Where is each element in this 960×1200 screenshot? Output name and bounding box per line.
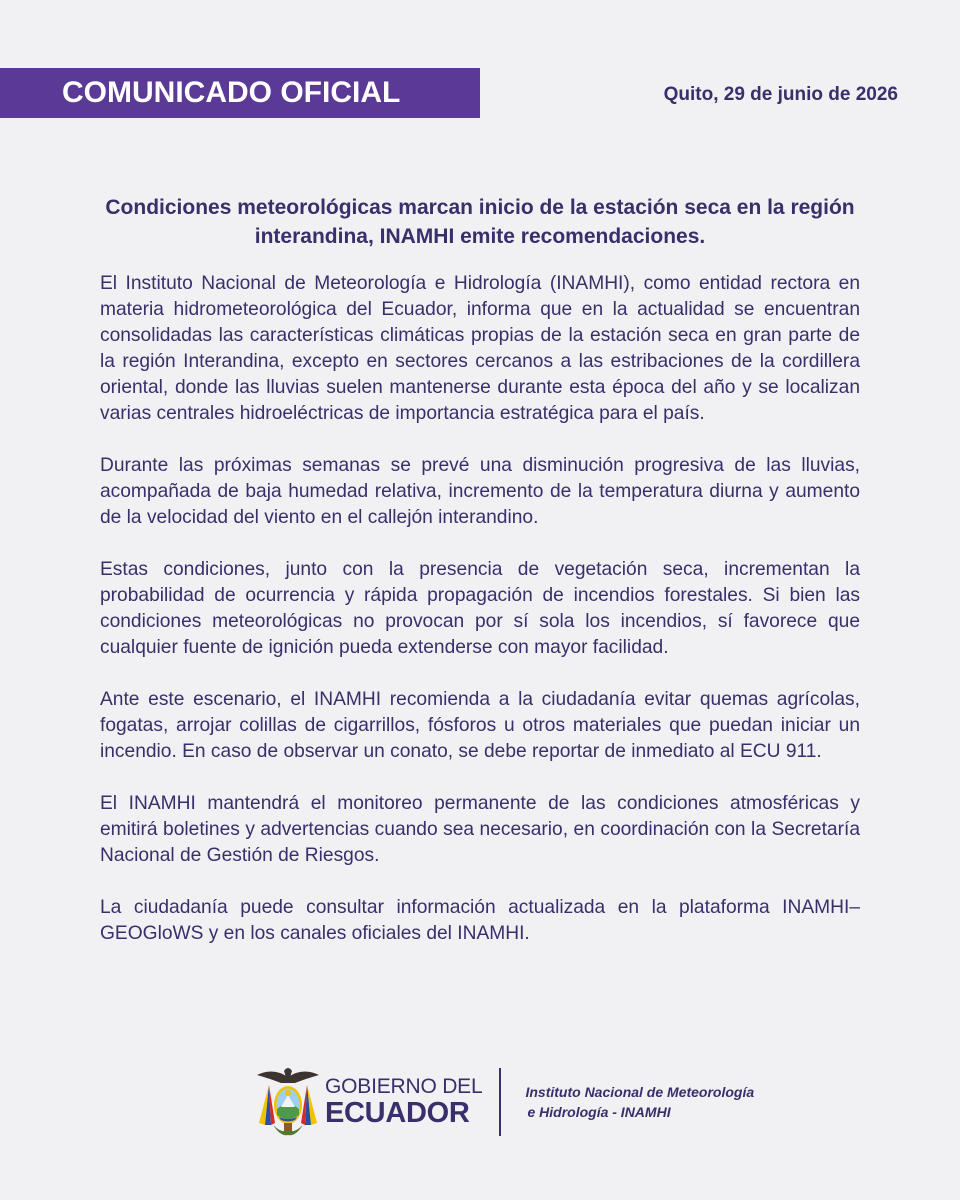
paragraph: Durante las próximas semanas se prevé una disminución progresiva de las lluvias, acompañada de baja humedad relativa, incremento de la temperatura diurna y aumento de la velocidad del viento en el callejón interandino.: [100, 455, 860, 528]
institution-line2: e Hidrología - INAMHI: [527, 1104, 671, 1120]
body-text: [100, 271, 860, 973]
government-logo-text: [325, 1076, 482, 1128]
footer-divider: [499, 1068, 501, 1136]
paragraph: El INAMHI mantendrá el monitoreo permanente de las condiciones atmosféricas y emitirá boletines y advertencias cuando sea necesario, en coordinación con la Secretaría Nacional de Gestión de Riesgos.: [100, 793, 860, 866]
banner-title: COMUNICADO OFICIAL: [62, 76, 401, 109]
header-banner: [0, 68, 480, 118]
footer-logos: [255, 1062, 754, 1142]
institution-line1: Instituto Nacional de Meteorología: [525, 1084, 755, 1100]
paragraph: Ante este escenario, el INAMHI recomienda a la ciudadanía evitar quemas agrícolas, fogatas, arrojar colillas de cigarrillos, fósforos u otros materiales que puedan iniciar un incendio. En caso de observar un conato, se debe reportar de inmediato al ECU 911.: [100, 689, 860, 762]
gov-line2: ECUADOR: [325, 1097, 470, 1129]
paragraph: La ciudadanía puede consultar información actualizada en la plataforma INAMHI–GEOGloWS y en los canales oficiales del INAMHI.: [100, 897, 860, 944]
headline: Condiciones meteorológicas marcan inicio de la estación seca en la región interandina, INAMHI emite recomendaciones.: [105, 196, 855, 248]
paragraph: Estas condiciones, junto con la presencia de vegetación seca, incrementan la probabilidad de ocurrencia y rápida propagación de incendios forestales. Si bien las condiciones meteorológicas no provocan por sí sola los incendios, sí favorece que cualquier fuente de ignición pueda extenderse con mayor facilidad.: [100, 559, 860, 658]
institution-name: [525, 1082, 754, 1122]
paragraph: El Instituto Nacional de Meteorología e Hidrología (INAMHI), como entidad rectora en materia hidrometeorológica del Ecuador, informa que en la actualidad se encuentran consolidadas las características climáticas propias de la estación seca en gran parte de la región Interandina, excepto en sectores cercanos a las estribaciones de la cordillera oriental, donde las lluvias suelen mantenerse durante esta época del año y se localizan varias centrales hidroeléctricas de importancia estratégica para el país.: [100, 273, 860, 424]
gov-line1: GOBIERNO DEL: [325, 1075, 483, 1098]
ecuador-coat-of-arms-icon: [255, 1063, 321, 1141]
document-date: Quito, 29 de junio de 2026: [663, 84, 898, 105]
